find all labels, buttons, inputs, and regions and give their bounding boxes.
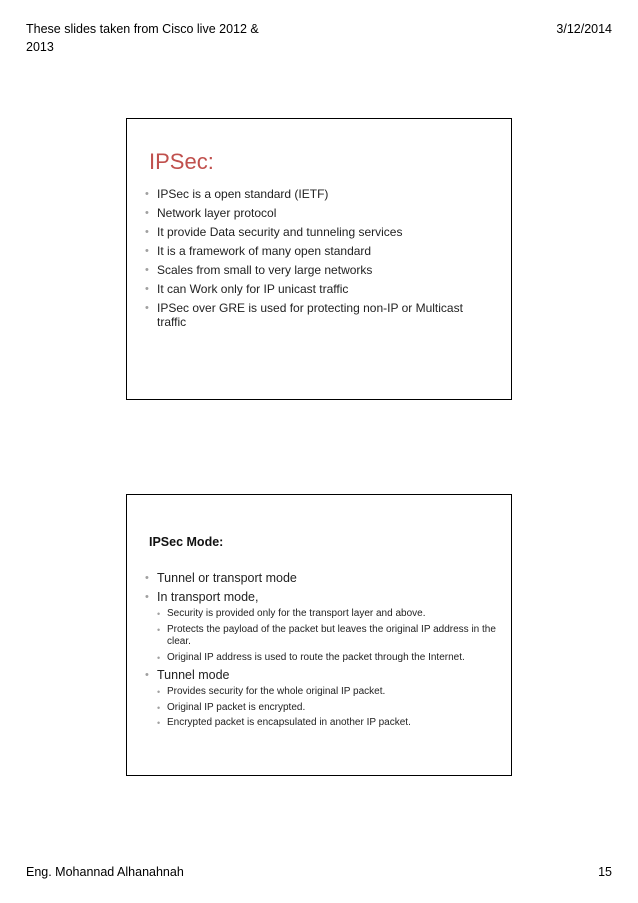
- bullet-marker-icon: •: [145, 591, 149, 603]
- list-item: • IPSec over GRE is used for protecting non-IP or Multicast traffic: [145, 301, 463, 329]
- list-item: • Network layer protocol: [145, 206, 277, 220]
- sub-list-item: • Protects the payload of the packet but leaves the original IP address in the clear.: [157, 623, 496, 647]
- sub-list-item: • Provides security for the whole original IP packet.: [157, 686, 386, 697]
- bullet-marker-icon: •: [157, 718, 161, 728]
- sub-list-item: • Encrypted packet is encapsulated in another IP packet.: [157, 717, 411, 728]
- bullet-marker-icon: •: [145, 669, 149, 681]
- list-item: • In transport mode, • Security is provided only for the transport layer and above. • Protects the payload of the packet but leaves the original IP address in the clear. • Original IP address is used to route the packet through the Internet.: [145, 590, 500, 664]
- bullet-marker-icon: •: [145, 283, 149, 295]
- list-item: • It is a framework of many open standard: [145, 244, 372, 258]
- slide-ipsec: [126, 118, 512, 400]
- bullet-list: [145, 187, 495, 334]
- list-item: • Tunnel or transport mode: [145, 571, 297, 585]
- footer-author: Eng. Mohannad Alhanahnah: [26, 865, 184, 879]
- sub-list-item: • Original IP packet is encrypted.: [157, 701, 306, 713]
- list-item: • IPSec is a open standard (IETF): [145, 187, 329, 201]
- list-item: • Tunnel mode • Provides security for the whole original IP packet. • Original IP packet is encrypted. • Encrypted packet is encapsulated in another IP packet.: [145, 668, 500, 730]
- slide-ipsec-mode: [126, 494, 512, 776]
- bullet-marker-icon: •: [145, 572, 149, 584]
- list-item: • It provide Data security and tunneling services: [145, 225, 403, 239]
- header-date: 3/12/2014: [556, 22, 612, 36]
- page-number: 15: [598, 865, 612, 879]
- bullet-marker-icon: •: [157, 687, 161, 697]
- sub-bullet-list: [157, 686, 500, 730]
- bullet-marker-icon: •: [145, 226, 149, 238]
- bullet-marker-icon: •: [145, 264, 149, 276]
- header-source-note: These slides taken from Cisco live 2012 & 2013: [26, 22, 259, 54]
- sub-list-item: • Original IP address is used to route the packet through the Internet.: [157, 651, 465, 663]
- list-item: • It can Work only for IP unicast traffic: [145, 282, 349, 296]
- bullet-marker-icon: •: [145, 188, 149, 200]
- sub-bullet-list: [157, 608, 500, 664]
- list-item: • Scales from small to very large networks: [145, 263, 373, 277]
- sub-list-item: • Security is provided only for the transport layer and above.: [157, 608, 426, 619]
- slide-title: IPSec Mode:: [149, 535, 224, 549]
- bullet-marker-icon: •: [145, 245, 149, 257]
- bullet-list: [145, 571, 500, 734]
- slide-title: IPSec:: [149, 149, 214, 174]
- bullet-marker-icon: •: [157, 702, 161, 713]
- bullet-marker-icon: •: [145, 207, 149, 219]
- bullet-marker-icon: •: [157, 652, 161, 663]
- bullet-marker-icon: •: [157, 624, 161, 635]
- bullet-marker-icon: •: [157, 609, 161, 619]
- bullet-marker-icon: •: [145, 302, 149, 314]
